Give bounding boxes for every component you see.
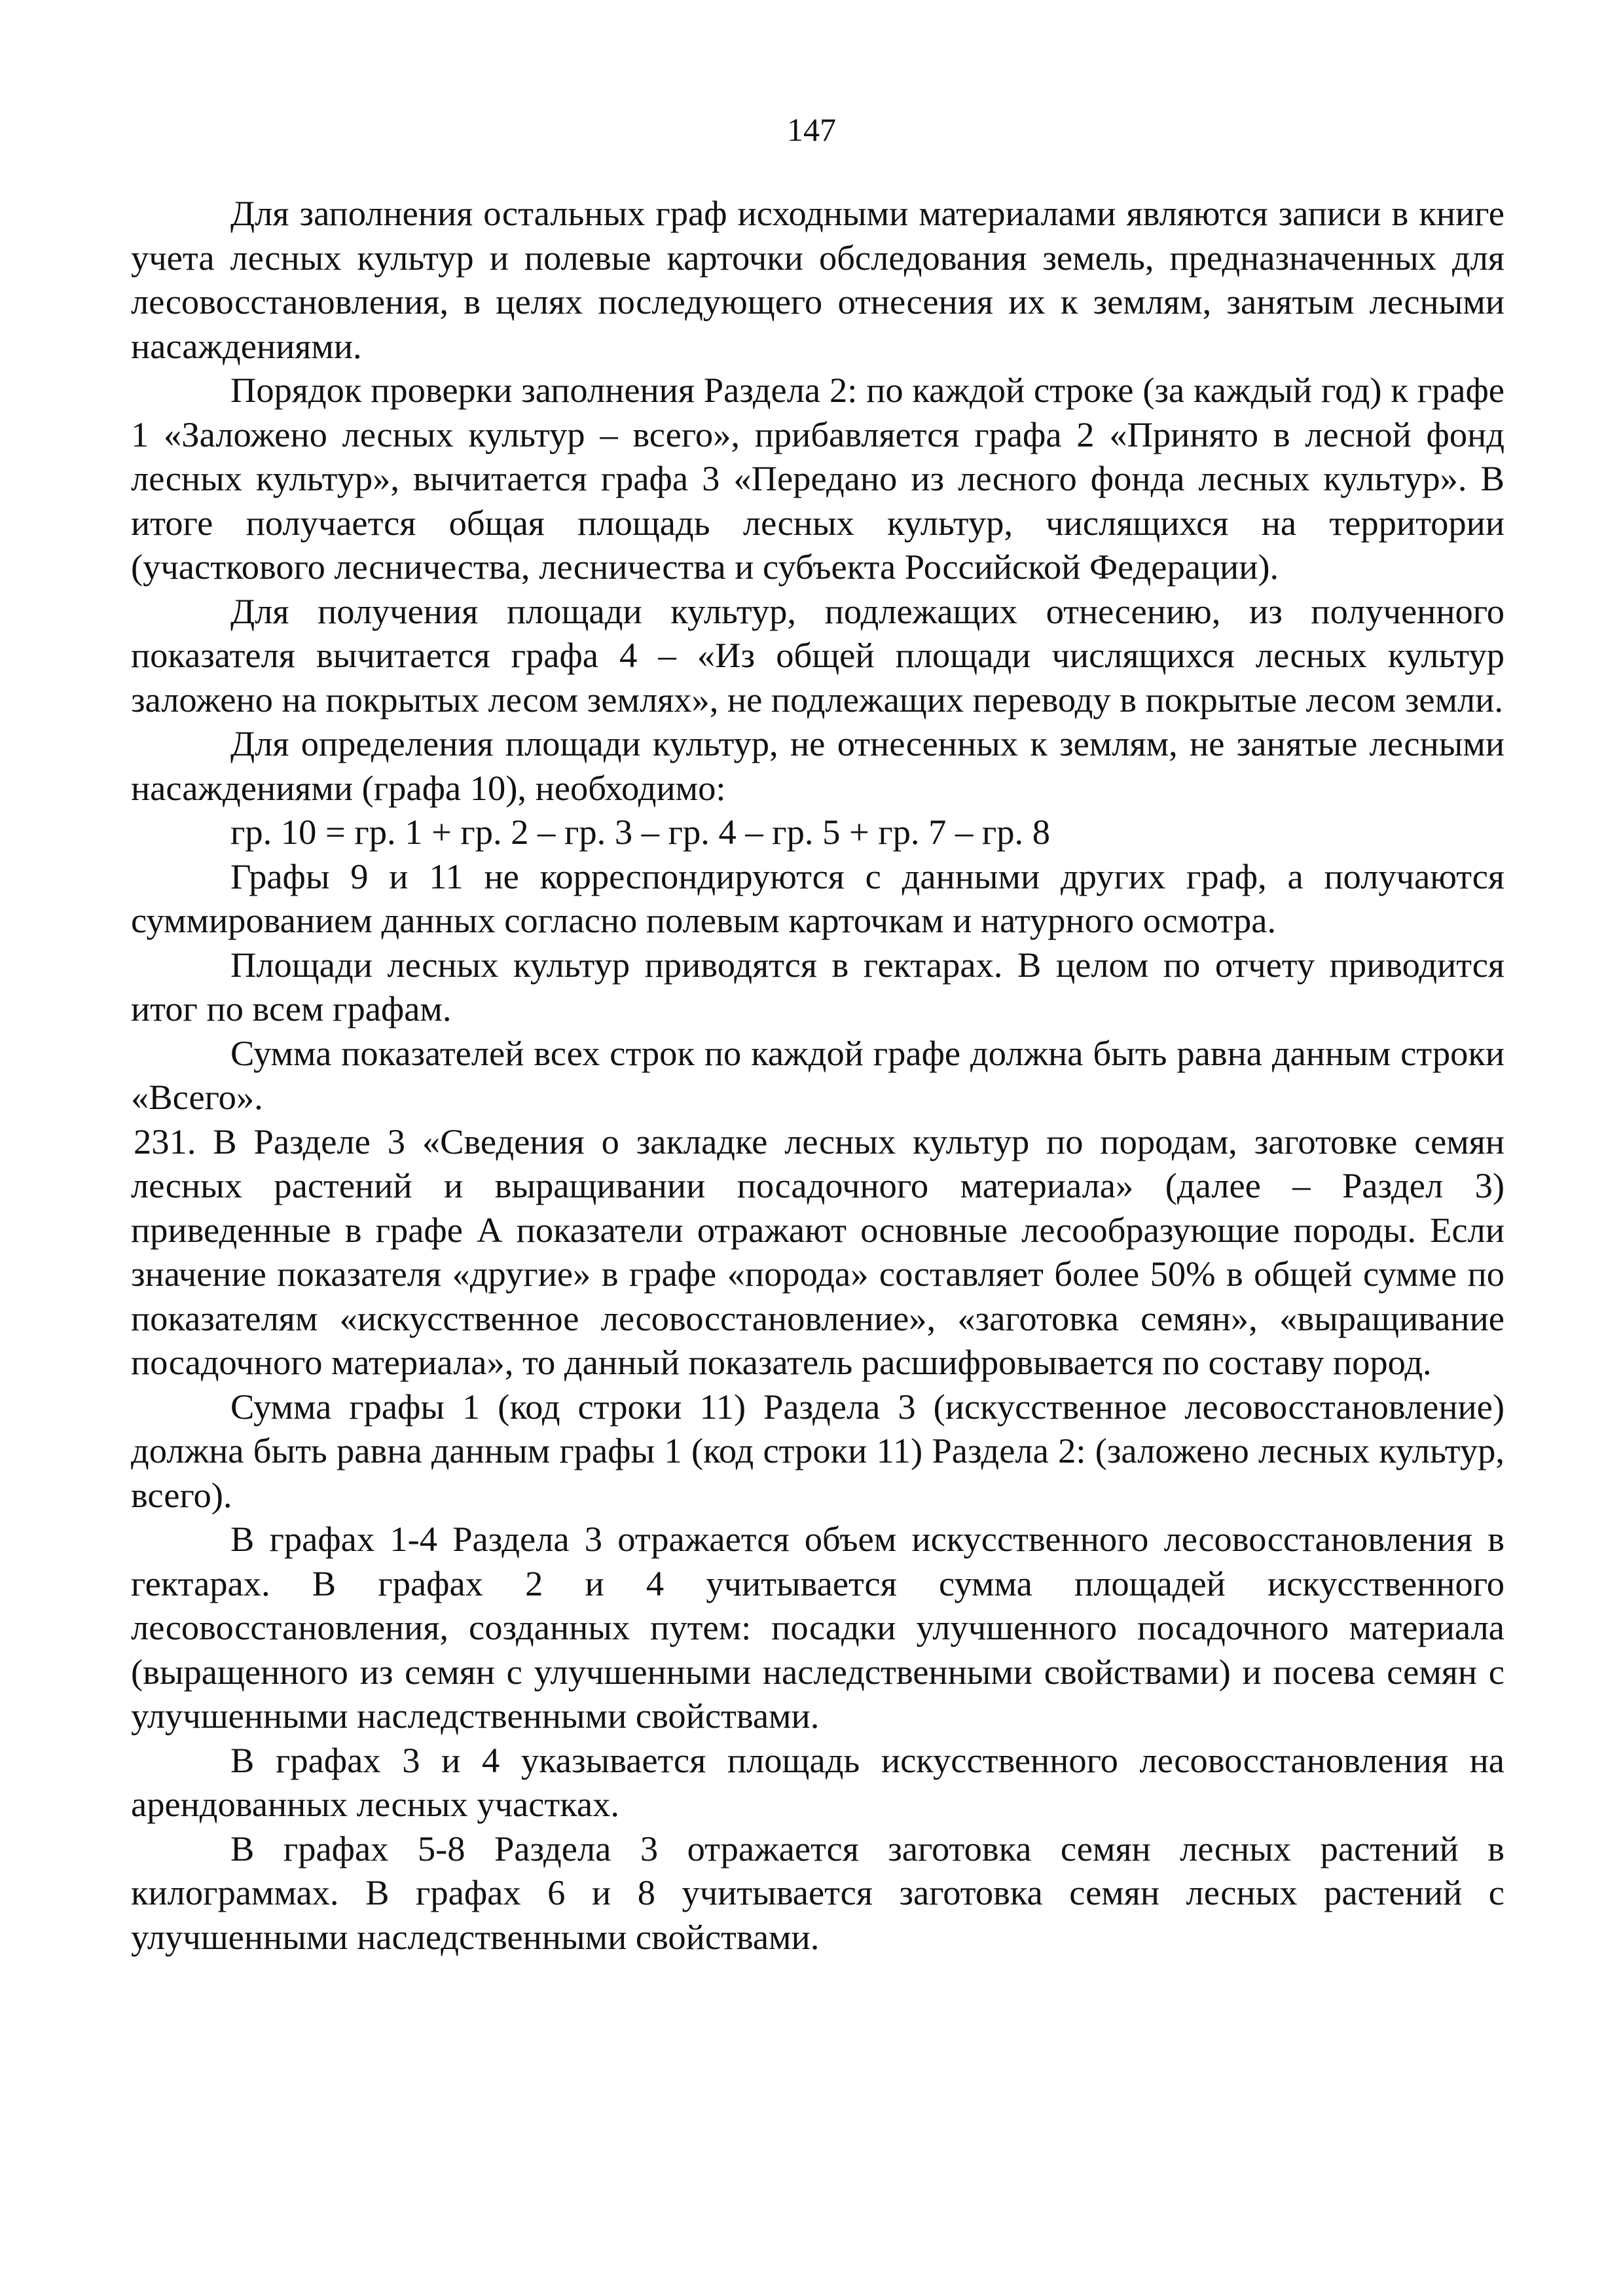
paragraph-hectares-total: Площади лесных культур приводятся в гектарах. В целом по отчету приводится итог по всем графам. [131,944,1504,1029]
item-231-text: В Разделе 3 «Сведения о закладке лесных культур по породам, заготовке семян лесных растений и выращивании посадочного материала» (далее – Раздел 3) приведенные в графе А показатели отражают основные лесообразующие породы. Если значение показателя «другие» в графе «порода» составляет более 50% в общей сумме по показателям «искусственное лесовосстановление», «заготовка семян», «выращивание посадочного материала», то данный показатель расшифровывается по составу пород. [131,1121,1504,1382]
document-body [131,191,1504,1959]
paragraph-area-to-assign: Для получения площади культур, подлежащих отнесению, из полученного показателя вычитается графа 4 – «Из общей площади числящихся лесных культур заложено на покрытых лесом землях», не подлежащих переводу в покрытые лесом земли. [131,591,1504,720]
paragraph-section2-check-order: Порядок проверки заполнения Раздела 2: по каждой строке (за каждый год) к графе 1 «Заложено лесных культур – всего», прибавляется графа 2 «Принято в лесной фонд лесных культур», вычитается графа 3 «Передано из лесного фонда лесных культур». В итоге получается общая площадь лесных культур, числящихся на территории (участкового лесничества, лесничества и субъекта Российской Федерации). [131,370,1504,587]
page-number: 147 [787,111,836,148]
paragraph-area-not-assigned: Для определения площади культур, не отнесенных к землям, не занятые лесными насаждениями (графа 10), необходимо: [131,723,1504,808]
paragraph-section3-sum: Сумма графы 1 (код строки 11) Раздела 3 (искусственное лесовосстановление) должна быть равна данным графы 1 (код строки 11) Раздела 2: (заложено лесных культур, всего). [131,1386,1504,1515]
paragraph-columns-5-8: В графах 5-8 Раздела 3 отражается заготовка семян лесных растений в килограммах. В графах 6 и 8 учитывается заготовка семян лесных растений с улучшенными наследственными свойствами. [131,1828,1504,1957]
item-number-231: 231. [134,1121,196,1161]
paragraph-columns-3-4: В графах 3 и 4 указывается площадь искусственного лесовосстановления на арендованных лесных участках. [131,1740,1504,1824]
paragraph-columns-1-4: В графах 1-4 Раздела 3 отражается объем искусственного лесовосстановления в гектарах. В графах 2 и 4 учитывается сумма площадей искусственного лесовосстановления, созданных путем: посадки улучшенного посадочного материала (выращенного из семян с улучшенными наследственными свойствами) и посева семян с улучшенными наследственными свойствами. [131,1519,1504,1736]
paragraph-sum-rows: Сумма показателей всех строк по каждой графе должна быть равна данным строки «Всего». [131,1032,1504,1117]
paragraph-item-231 [131,1120,1504,1385]
formula-line: гр. 10 = гр. 1 + гр. 2 – гр. 3 – гр. 4 – гр. 5 + гр. 7 – гр. 8 [230,812,1051,852]
paragraph-source-materials: Для заполнения остальных граф исходными материалами являются записи в книге учета лесных культур и полевые карточки обследования земель, предназначенных для лесовосстановления, в целях последующего отнесения их к землям, занятым лесными насаждениями. [131,193,1504,366]
paragraph-columns-9-11: Графы 9 и 11 не корреспондируются с данными других граф, а получаются суммированием данных согласно полевым карточкам и натурного осмотра. [131,856,1504,940]
